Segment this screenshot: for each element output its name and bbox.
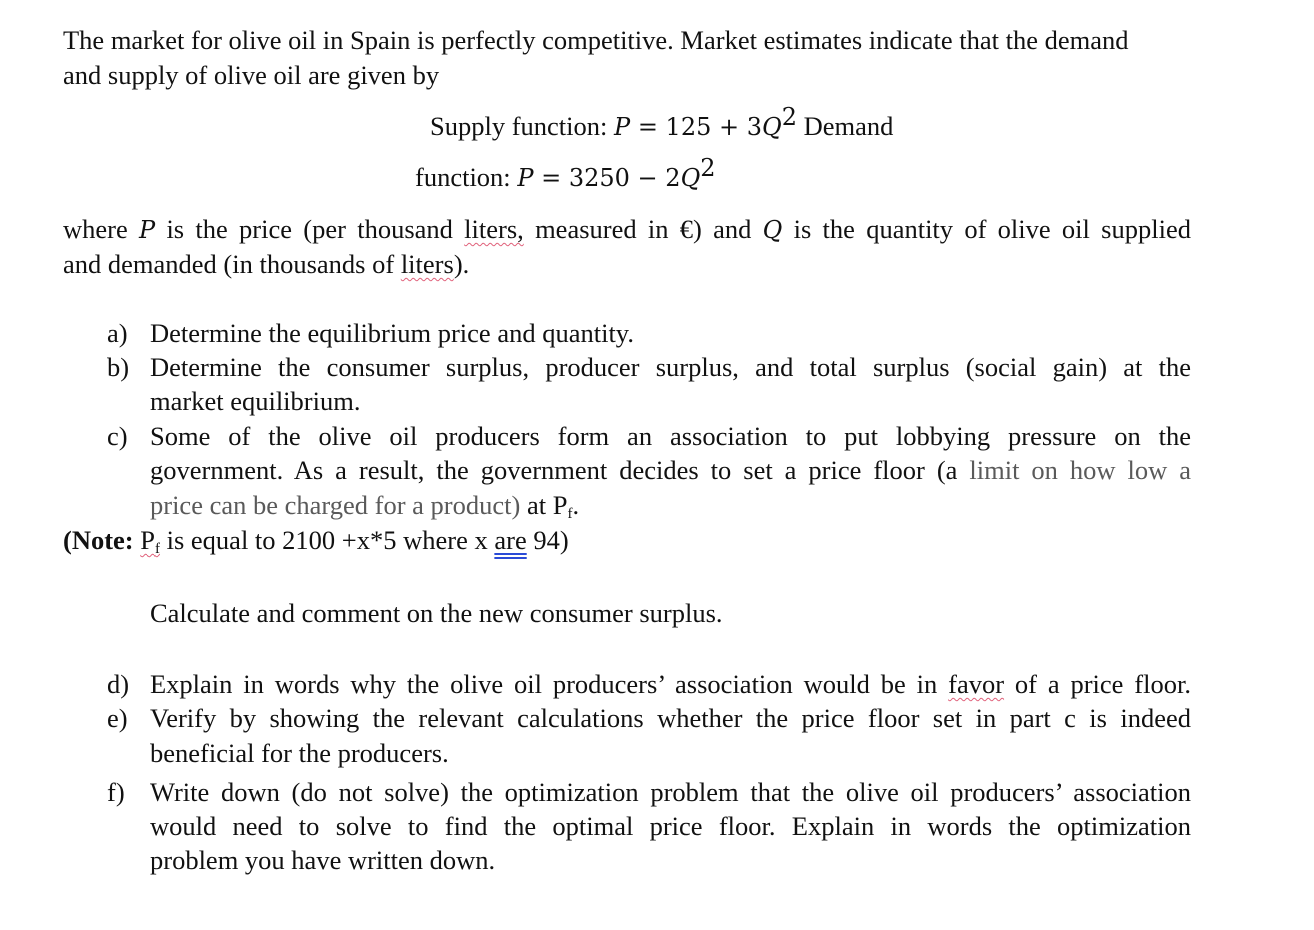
supply-equation xyxy=(430,103,894,141)
supply-rhs: = 125 + 3 xyxy=(630,113,762,141)
text-span: government. As a result, the government decides to set a price floor (a xyxy=(150,455,970,485)
subscript: f xyxy=(155,541,160,557)
calc-instruction: Calculate and comment on the new consumer surplus. xyxy=(150,598,723,628)
text-span: 94) xyxy=(526,525,569,555)
text-span: is the quantity of olive oil supplied xyxy=(782,214,1191,244)
item-d-text xyxy=(150,671,1191,698)
text-span: ). xyxy=(453,249,470,279)
item-e-text-1: Verify by showing the relevant calculations whether the price floor set in part c is indeed xyxy=(150,703,1191,733)
item-b-text-1: Determine the consumer surplus, producer surplus, and total surplus (social gain) at the xyxy=(150,352,1191,382)
exponent: 2 xyxy=(781,103,797,131)
item-c-text-3 xyxy=(150,492,579,522)
text-span: is the price (per thousand xyxy=(155,214,465,244)
definition-text: price can be charged for a product) xyxy=(150,490,521,520)
item-f-label: f) xyxy=(107,777,125,807)
price-symbol: P xyxy=(139,216,156,244)
item-b-label: b) xyxy=(107,352,130,382)
where-line-1 xyxy=(63,216,1191,243)
spell-flagged-word: liters, xyxy=(464,214,524,244)
demand-word: Demand xyxy=(796,111,894,141)
quantity-symbol: Q xyxy=(762,113,782,141)
exponent: 2 xyxy=(700,154,716,182)
spell-flagged-word: liters xyxy=(400,249,454,279)
item-c-text-1: Some of the olive oil producers form an association to put lobbying pressure on the xyxy=(150,421,1191,451)
item-a-label: a) xyxy=(107,318,128,348)
text-span: and demanded (in thousands of xyxy=(63,249,401,279)
item-a-text: Determine the equilibrium price and quantity. xyxy=(150,318,634,348)
text-span: P xyxy=(140,525,155,555)
text-span: measured in €) and xyxy=(523,214,763,244)
demand-rhs: = 3250 − 2 xyxy=(533,164,681,192)
item-d-label: d) xyxy=(107,669,130,699)
item-f-text-1: Write down (do not solve) the optimization problem that the olive oil producers’ association xyxy=(150,777,1191,807)
text-span: of a price floor. xyxy=(1004,669,1191,699)
text-span: where xyxy=(63,214,140,244)
text-span: . xyxy=(572,490,580,520)
intro-line-2: and supply of olive oil are given by xyxy=(63,60,440,90)
text-span: Explain in words why the olive oil producers’ association would be in xyxy=(150,669,949,699)
quantity-symbol: Q xyxy=(762,216,783,244)
item-c-label: c) xyxy=(107,421,128,451)
pf-symbol xyxy=(140,525,160,555)
note-line xyxy=(63,527,569,557)
function-label: function: xyxy=(415,162,518,192)
item-e-text-2: beneficial for the producers. xyxy=(150,738,449,768)
where-line-2 xyxy=(63,251,469,278)
text-span: at P xyxy=(520,490,568,520)
intro-line-1: The market for olive oil in Spain is perfectly competitive. Market estimates indicate that the demand xyxy=(63,25,1129,55)
note-lead: (Note: xyxy=(63,525,141,555)
demand-equation xyxy=(415,154,716,192)
item-c-text-2 xyxy=(150,457,1191,484)
supply-label: Supply function: xyxy=(430,111,615,141)
price-symbol: P xyxy=(614,113,631,141)
grammar-flagged-word: are xyxy=(494,525,527,555)
subscript: f xyxy=(567,506,573,522)
item-b-text-2: market equilibrium. xyxy=(150,386,361,416)
definition-text: limit on how low a xyxy=(969,455,1191,485)
quantity-symbol: Q xyxy=(680,164,701,192)
price-symbol: P xyxy=(517,164,534,192)
text-span: is equal to 2100 +x*5 where x xyxy=(160,525,495,555)
item-e-label: e) xyxy=(107,703,128,733)
item-f-text-3: problem you have written down. xyxy=(150,845,496,875)
item-f-text-2: would need to solve to find the optimal price floor. Explain in words the optimization xyxy=(150,811,1191,841)
spell-flagged-word: favor xyxy=(948,669,1005,699)
